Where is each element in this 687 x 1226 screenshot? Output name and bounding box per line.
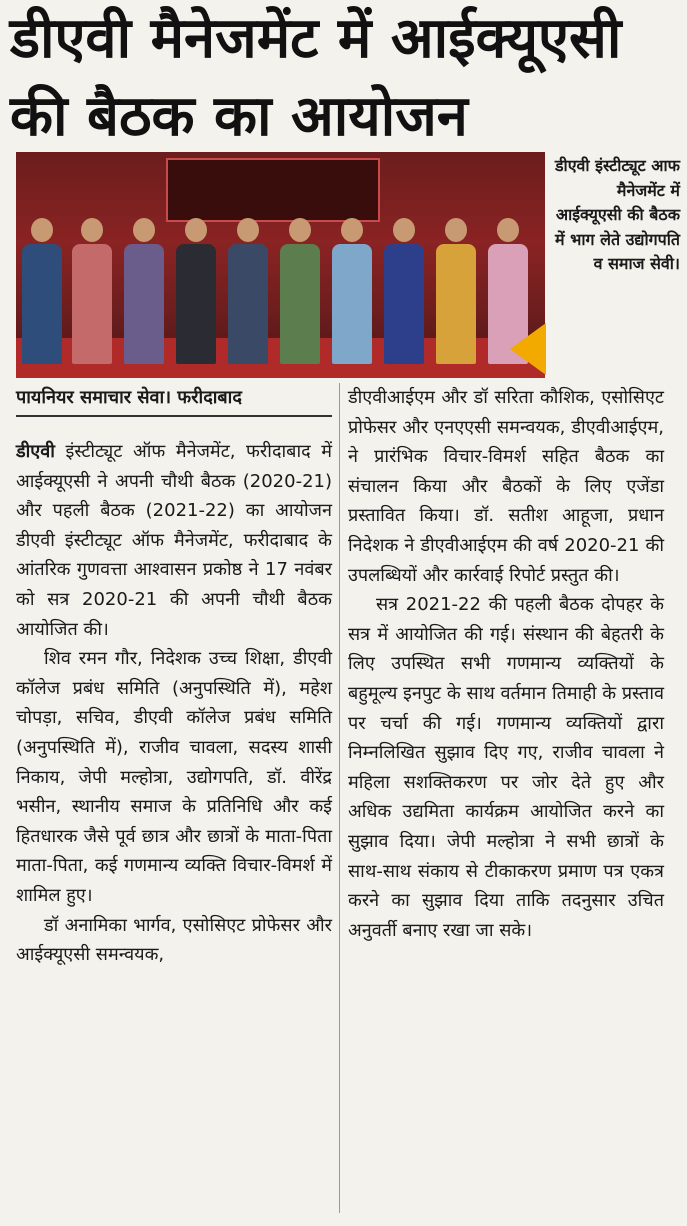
caption-arrow-icon	[510, 323, 546, 375]
photo-person	[384, 218, 424, 364]
headline: डीएवी मैनेजमेंट में आईक्यूएसी की बैठक का आयोजन	[10, 6, 622, 149]
photo-person	[72, 218, 112, 364]
article-paragraph: डीएवीआईएम और डॉ सरिता कौशिक, एसोसिएट प्रोफेसर और एनएएसी समन्वयक, डीएवीआईएम, ने प्रारंभिक विचार-विमर्श सहित बैठक का संचालन किया और बैठकों के लिए एजेंडा प्रस्तावित किया। डॉ. सतीश आहूजा, प्रधान निदेशक ने डीएवीआईएम की वर्ष 2020-21 की उपलब्धियों और कार्रवाई रिपोर्ट प्रस्तुत की।	[348, 387, 664, 586]
photo-person	[228, 218, 268, 364]
article-paragraph: शिव रमन गौर, निदेशक उच्च शिक्षा, डीएवी कॉलेज प्रबंध समिति (अनुपस्थिति में), महेश चोपड़ा, सचिव, डीएवी कॉलेज प्रबंध समिति (अनुपस्थिति में), राजीव चावला, सदस्य शासी निकाय, जेपी मल्होत्रा, उद्योगपति, डॉ. वीरेंद्र भसीन, स्थानीय समाज के प्रतिनिधि और कई हितधारक जैसे पूर्व छात्र और छात्रों के माता-पिता माता-पिता, कई गणमान्य व्यक्ति विचार-विमर्श में शामिल हुए।	[16, 648, 332, 906]
photo-person	[332, 218, 372, 364]
article-column-right	[348, 383, 664, 945]
photo-person	[280, 218, 320, 364]
article-paragraph: सत्र 2021-22 की पहली बैठक दोपहर के सत्र में आयोजित की गई। संस्थान की बेहतरी के लिए उपस्थित सभी गणमान्य व्यक्तियों के बहुमूल्य इनपुट के साथ वर्तमान तिमाही के प्रस्ताव पर चर्चा की गई। गणमान्य व्यक्तियों द्वारा निम्नलिखित सुझाव दिए गए, राजीव चावला ने महिला सशक्तिकरण पर जोर देते हुए और अधिक उद्यमिता कार्यक्रम आयोजित करने का सुझाव दिया। जेपी मल्होत्रा ने सभी छात्रों के साथ-साथ संकाय से टीकाकरण प्रमाण पत्र एकत्र करने का सुझाव दिया ताकि तदनुसार उचित अनुवर्ती बनाए रखा जा सके।	[348, 594, 664, 941]
photo-person	[176, 218, 216, 364]
column-divider	[339, 383, 340, 1213]
photo-person	[124, 218, 164, 364]
photo-caption-box	[548, 152, 684, 378]
photo-caption: डीएवी इंस्टीट्यूट आफ मैनेजमेंट में आईक्यूएसी की बैठक में भाग लेते उद्योगपति व समाज सेवी।	[554, 156, 680, 273]
photo-person	[436, 218, 476, 364]
byline: पायनियर समाचार सेवा। फरीदाबाद	[16, 383, 332, 417]
article-paragraph: डॉ अनामिका भार्गव, एसोसिएट प्रोफेसर और आईक्यूएसी समन्वयक,	[16, 914, 332, 966]
lead-word: डीएवी	[16, 441, 55, 462]
photo-person	[22, 218, 62, 364]
group-photo	[16, 152, 545, 378]
article-column-left	[16, 383, 332, 970]
paragraph-text: इंस्टीट्यूट ऑफ मैनेजमेंट, फरीदाबाद में आईक्यूएसी ने अपनी चौथी बैठक (2020-21) और पहली बैठक (2021-22) का आयोजन डीएवी इंस्टीट्यूट ऑफ मैनेजमेंट, फरीदाबाद के आंतरिक गुणवत्ता आश्वासन प्रकोष्ठ ने 17 नवंबर को सत्र 2020-21 की अपनी चौथी बैठक आयोजित की।	[16, 441, 332, 640]
article-paragraph	[16, 437, 332, 644]
photo-banner	[166, 158, 380, 222]
